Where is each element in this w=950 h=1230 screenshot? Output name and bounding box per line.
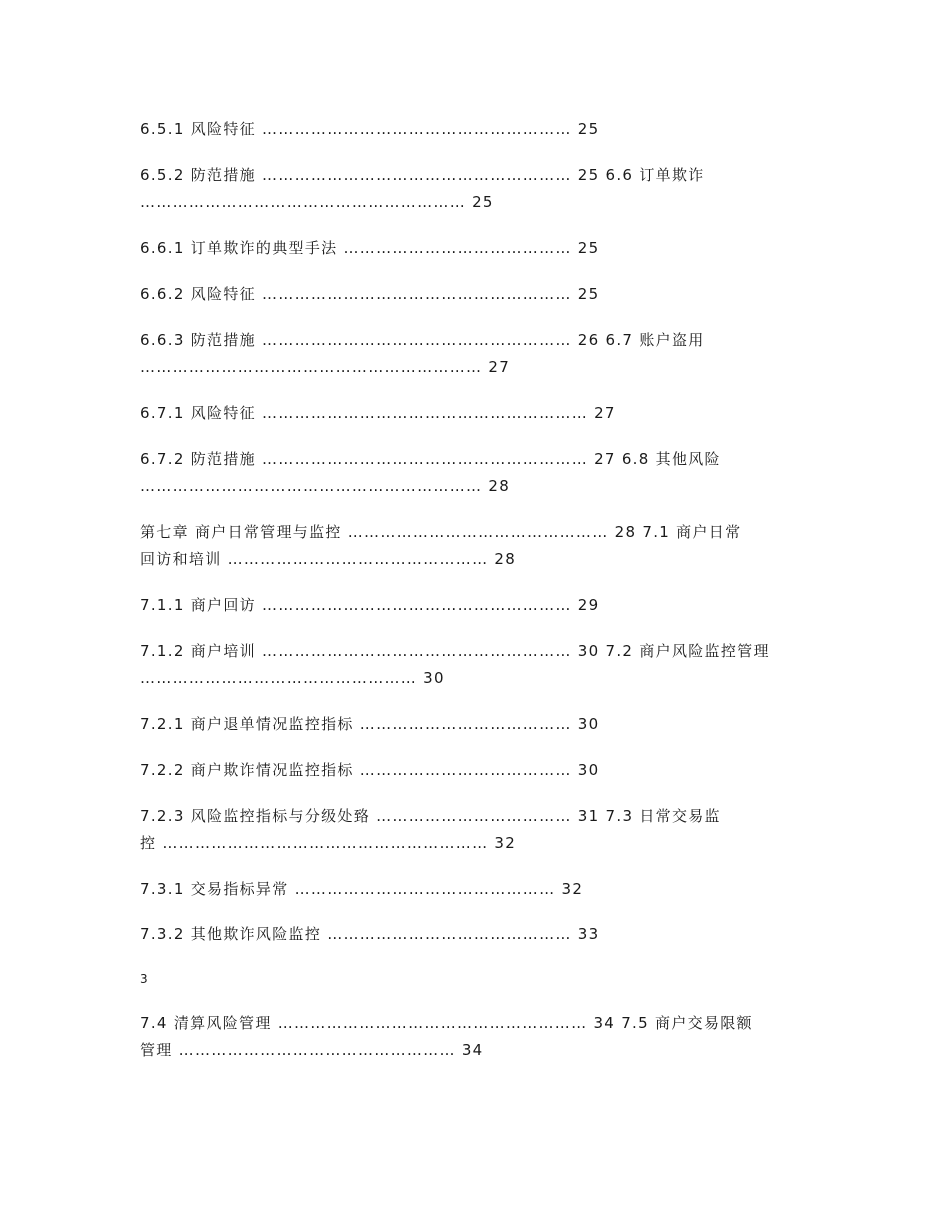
toc-line: …………………………………………… 30	[140, 669, 445, 687]
toc-line: 第七章 商户日常管理与监控 ………………………………………… 28 7.1 商户日常	[140, 523, 742, 541]
toc-line: 管理 …………………………………………… 34	[140, 1041, 484, 1059]
toc-line: 7.3.2 其他欺诈风险监控 ……………………………………… 33	[140, 925, 600, 943]
toc-line: ……………………………………………………… 28	[140, 477, 511, 495]
toc-line: 7.1.2 商户培训 ………………………………………………… 30 7.2 商户风险监控管理	[140, 642, 770, 660]
toc-line: 6.7.1 风险特征 …………………………………………………… 27	[140, 404, 616, 422]
toc-line: 回访和培训 ………………………………………… 28	[140, 550, 517, 568]
toc-line: 7.2.3 风险监控指标与分级处臵 ……………………………… 31 7.3 日常交易监	[140, 807, 721, 825]
toc-line: …………………………………………………… 25	[140, 193, 494, 211]
page-number: 3	[140, 972, 148, 986]
toc-line: 6.6.2 风险特征 ………………………………………………… 25	[140, 285, 600, 303]
toc-line: 6.5.1 风险特征 ………………………………………………… 25	[140, 120, 600, 138]
toc-line: 6.6.3 防范措施 ………………………………………………… 26 6.7 账户盗用	[140, 331, 705, 349]
toc-line: 7.1.1 商户回访 ………………………………………………… 29	[140, 596, 600, 614]
toc-line: 7.2.2 商户欺诈情况监控指标 ………………………………… 30	[140, 761, 600, 779]
toc-line: 6.5.2 防范措施 ………………………………………………… 25 6.6 订单欺诈	[140, 166, 705, 184]
toc-line: 6.6.1 订单欺诈的典型手法 …………………………………… 25	[140, 239, 600, 257]
toc-line: 控 …………………………………………………… 32	[140, 834, 517, 852]
toc-line: 7.2.1 商户退单情况监控指标 ………………………………… 30	[140, 715, 600, 733]
toc-line: 6.7.2 防范措施 …………………………………………………… 27 6.8 其他风险	[140, 450, 721, 468]
toc-line: 7.4 清算风险管理 ………………………………………………… 34 7.5 商户交易限额	[140, 1014, 753, 1032]
toc-line: 7.3.1 交易指标异常 ………………………………………… 32	[140, 880, 584, 898]
toc-line: ……………………………………………………… 27	[140, 358, 511, 376]
